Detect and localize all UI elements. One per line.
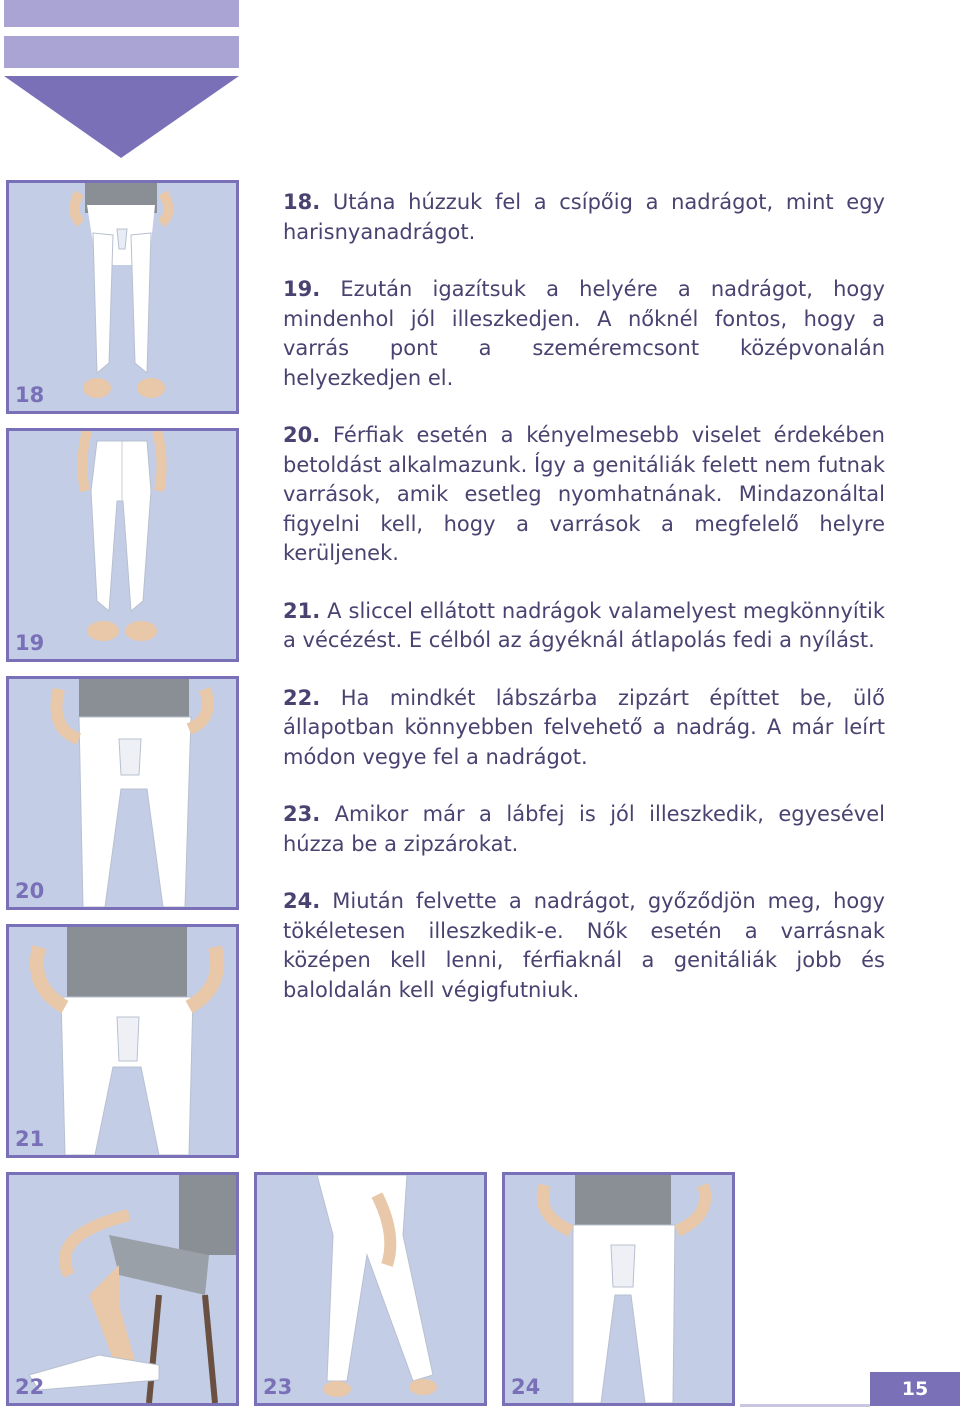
footer-divider [740,1404,870,1407]
figure-24 [502,1172,735,1406]
illustration-adjusting-waistband [9,679,236,907]
header-bar-top [4,0,239,27]
figure-number: 19 [15,631,45,655]
step-21: 21. A sliccel ellátott nadrágok valamelyest megkönnyítik a vécézést. E célból az ágyéknál átlapolás fedi a nyílást. [283,598,885,652]
figure-23 [254,1172,487,1406]
illustration-closing-zippers [257,1175,484,1403]
figure-19 [6,428,239,662]
instructions-column [283,188,885,1033]
down-arrow-icon [4,76,239,160]
illustration-rear-view-pants [9,431,236,659]
figure-18 [6,180,239,414]
header-bar-middle [4,36,239,68]
step-20: 20. Férfiak esetén a kényelmesebb viselet érdekében betoldást alkalmazunk. Így a genitáliák felett nem futnak varrások, amik esetleg nyomhatnának. Mindazonáltal figyelni kell, hogy a varrások a megfelelő helyre kerüljenek. [283,423,885,565]
page-number: 15 [870,1372,960,1406]
illustration-seated-zipper [9,1175,236,1403]
figure-number: 18 [15,383,45,407]
step-22: 22. Ha mindkét lábszárba zipzárt építtet be, ülő állapotban könnyebben felvehető a nadrág. A már leírt módon vegye fel a nadrágot. [283,685,885,769]
step-23: 23. Amikor már a lábfej is jól illeszkedik, egyesével húzza be a zipzárokat. [283,802,885,856]
illustration-pulling-up-pants [9,183,236,411]
figure-number: 22 [15,1375,45,1399]
figure-21 [6,924,239,1158]
figure-20 [6,676,239,910]
figure-number: 23 [263,1375,293,1399]
figure-number: 20 [15,879,45,903]
step-24: 24. Miután felvette a nadrágot, győződjön meg, hogy tökéletesen illeszkedik-e. Nők esetén a varrásnak középen kell lenni, férfiaknál a genitáliák jobb és baloldalán kell végigfutniuk. [283,889,885,1002]
illustration-final-check [505,1175,732,1403]
step-19: 19. Ezután igazítsuk a helyére a nadrágot, hogy mindenhol jól illeszkedjen. A nőknél fontos, hogy a varrás pont a szeméremcsont középvonalán helyezkedjen el. [283,277,885,390]
figure-number: 24 [511,1375,541,1399]
figure-number: 21 [15,1127,45,1151]
step-18: 18. Utána húzzuk fel a csípőig a nadrágot, mint egy harisnyanadrágot. [283,190,885,244]
illustration-fly-opening [9,927,236,1155]
figure-22 [6,1172,239,1406]
